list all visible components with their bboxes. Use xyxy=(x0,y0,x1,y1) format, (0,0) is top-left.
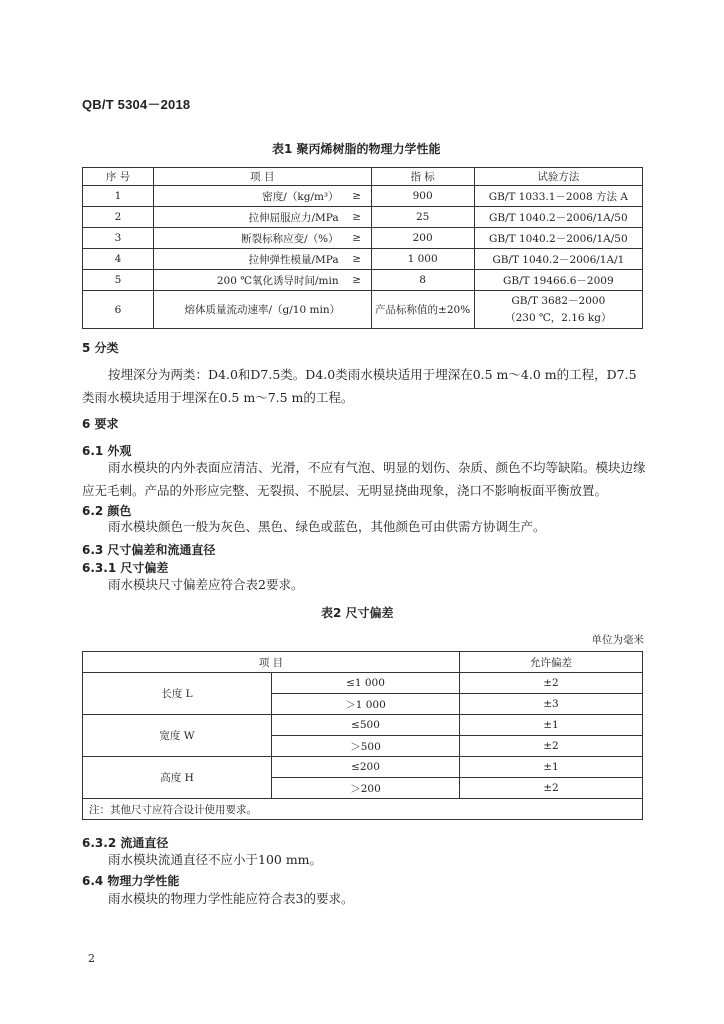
table2-note-row xyxy=(83,799,643,820)
standard-number: QB/T 5304－2018 xyxy=(82,97,191,112)
table1-header-method: 试验方法 xyxy=(474,168,642,186)
table-row xyxy=(83,291,643,329)
table-row xyxy=(83,757,643,778)
table2 xyxy=(82,651,643,820)
table1-cell-value: 产品标称值的±20% xyxy=(371,291,474,329)
section-6-4-text: 雨水模块的物理力学性能应符合表3的要求。 xyxy=(108,891,354,906)
table1-cell-no: 4 xyxy=(83,249,154,270)
table1-header-index: 指 标 xyxy=(371,168,474,186)
table1-cell-value: 8 xyxy=(371,270,474,291)
table1-header-row xyxy=(83,168,643,186)
table2-cell-tol: ±2 xyxy=(460,778,643,799)
section-6-2-text: 雨水模块颜色一般为灰色、黑色、绿色或蓝色，其他颜色可由供需方协调生产。 xyxy=(108,519,546,534)
table1-cell-item: 200 ℃氧化诱导时间/min xyxy=(154,270,343,291)
table1-cell-method: GB/T 1040.2－2006/1A/1 xyxy=(474,249,642,270)
table1-cell-method: GB/T 1033.1－2008 方法 A xyxy=(474,186,642,207)
section-6-title: 6 要求 xyxy=(82,417,119,431)
table2-note: 注：其他尺寸应符合设计使用要求。 xyxy=(83,799,643,820)
table2-header-row xyxy=(83,652,643,673)
table1-cell-no: 2 xyxy=(83,207,154,228)
section-6-4-title: 6.4 物理力学性能 xyxy=(82,874,180,888)
table1-header-item: 项 目 xyxy=(154,168,372,186)
table2-caption: 表2 尺寸偏差 xyxy=(321,606,394,620)
table2-cell-cond: ≤1 000 xyxy=(272,673,460,694)
table1-cell-no: 5 xyxy=(83,270,154,291)
table1-cell-value: 200 xyxy=(371,228,474,249)
table1-cell-item: 密度/（kg/m³） xyxy=(154,186,343,207)
table1-cell-method: GB/T 1040.2－2006/1A/50 xyxy=(474,207,642,228)
table1-cell-op: ≥ xyxy=(343,207,372,228)
table1 xyxy=(82,167,643,329)
table1-caption: 表1 聚丙烯树脂的物理力学性能 xyxy=(272,142,441,156)
table2-group-name: 宽度 W xyxy=(83,715,272,757)
section-6-3-2-text: 雨水模块流通直径不应小于100 mm。 xyxy=(108,852,323,867)
table2-header-tolerance: 允许偏差 xyxy=(460,652,643,673)
table1-cell-method: GB/T 19466.6－2009 xyxy=(474,270,642,291)
table-row xyxy=(83,270,643,291)
table1-cell-method xyxy=(474,291,642,329)
table1-cell-no: 1 xyxy=(83,186,154,207)
table-row xyxy=(83,228,643,249)
table1-cell-method: GB/T 1040.2－2006/1A/50 xyxy=(474,228,642,249)
table1-cell-value: 900 xyxy=(371,186,474,207)
table1-cell-op: ≥ xyxy=(343,270,372,291)
table1-cell-no: 6 xyxy=(83,291,154,329)
section-5-text: 按埋深分为两类：D4.0和D7.5类。D4.0类雨水模块适用于埋深在0.5 m～4.0 m的工程，D7.5类雨水模块适用于埋深在0.5 m～7.5 m的工程。 xyxy=(82,367,637,405)
table2-cell-cond: ≤500 xyxy=(272,715,460,736)
table-row xyxy=(83,715,643,736)
table1-cell-op: ≥ xyxy=(343,186,372,207)
table2-cell-cond: ≤200 xyxy=(272,757,460,778)
table2-cell-tol: ±2 xyxy=(460,673,643,694)
table2-cell-tol: ±1 xyxy=(460,757,643,778)
table-row xyxy=(83,673,643,694)
table2-header-item: 项 目 xyxy=(83,652,460,673)
table1-cell-item: 拉伸弹性模量/MPa xyxy=(154,249,343,270)
section-6-3-title: 6.3 尺寸偏差和流通直径 xyxy=(82,543,216,557)
section-6-3-2-title: 6.3.2 流通直径 xyxy=(82,836,169,850)
table2-cell-tol: ±3 xyxy=(460,694,643,715)
table2-cell-tol: ±1 xyxy=(460,715,643,736)
table2-group-name: 长度 L xyxy=(83,673,272,715)
table1-cell-value: 1 000 xyxy=(371,249,474,270)
table1-cell-op: ≥ xyxy=(343,249,372,270)
page-number: 2 xyxy=(88,952,95,965)
table1-header-no: 序 号 xyxy=(83,168,154,186)
table1-cell-item: 断裂标称应变/（%） xyxy=(154,228,343,249)
table2-cell-tol: ±2 xyxy=(460,736,643,757)
table2-cell-cond: ＞1 000 xyxy=(272,694,460,715)
section-6-3-1-title: 6.3.1 尺寸偏差 xyxy=(82,561,169,575)
table2-group-name: 高度 H xyxy=(83,757,272,799)
table2-unit: 单位为毫米 xyxy=(591,634,644,646)
method-line-1: GB/T 3682－2000 xyxy=(511,294,606,307)
table-row xyxy=(83,249,643,270)
section-5-title: 5 分类 xyxy=(82,341,119,355)
section-6-2-title: 6.2 颜色 xyxy=(82,504,132,518)
table1-cell-item: 熔体质量流动速率/（g/10 min） xyxy=(154,291,372,329)
method-line-2: （230 ℃，2.16 kg） xyxy=(505,311,612,324)
table1-cell-value: 25 xyxy=(371,207,474,228)
table1-cell-item: 拉伸屈服应力/MPa xyxy=(154,207,343,228)
section-6-1-title: 6.1 外观 xyxy=(82,444,132,458)
table-row xyxy=(83,207,643,228)
table2-cell-cond: ＞500 xyxy=(272,736,460,757)
section-6-1-text: 雨水模块的内外表面应清洁、光滑，不应有气泡、明显的划伤、杂质、颜色不均等缺陷。模块边缘应无毛刺。产品的外形应完整、无裂损、不脱层、无明显挠曲现象，浇口不影响板面平衡放置。 xyxy=(82,460,646,498)
table2-cell-cond: ＞200 xyxy=(272,778,460,799)
table1-cell-op: ≥ xyxy=(343,228,372,249)
table1-cell-no: 3 xyxy=(83,228,154,249)
table-row xyxy=(83,186,643,207)
section-6-3-1-text: 雨水模块尺寸偏差应符合表2要求。 xyxy=(108,577,304,592)
